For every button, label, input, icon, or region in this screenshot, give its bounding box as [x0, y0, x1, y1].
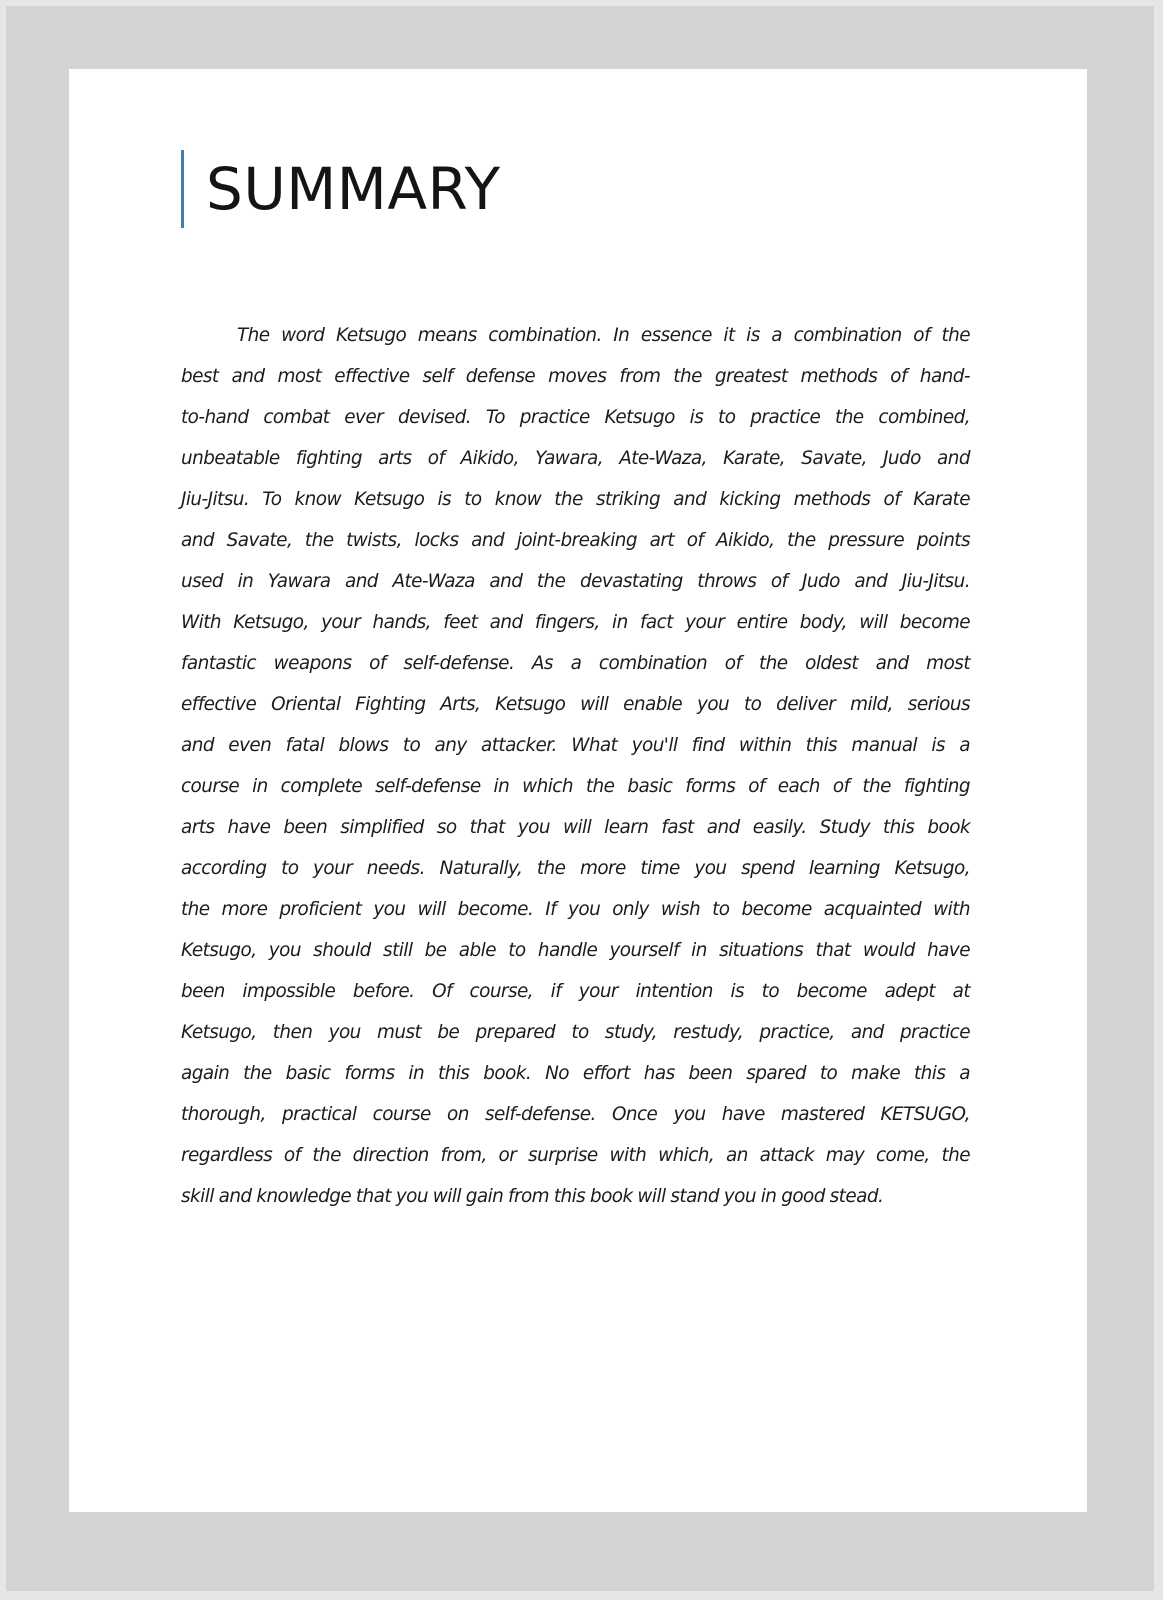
paragraph-line: With Ketsugo, your hands, feet and fingers, in fact your entire body, will become: [181, 612, 970, 633]
paragraph-line: unbeatable fighting arts of Aikido, Yawara, Ate-Waza, Karate, Savate, Judo and: [181, 448, 970, 469]
paragraph-line: The word Ketsugo means combination. In essence it is a combination of the: [237, 325, 970, 346]
paragraph-line: and even fatal blows to any attacker. What you'll find within this manual is a: [181, 735, 970, 756]
paragraph-line: used in Yawara and Ate-Waza and the devastating throws of Judo and Jiu-Jitsu.: [181, 571, 970, 592]
paragraph-line: Jiu-Jitsu. To know Ketsugo is to know the striking and kicking methods of Karate: [181, 489, 970, 510]
heading-accent-bar: [181, 150, 184, 228]
section-heading: [181, 149, 501, 229]
paragraph-line: arts have been simplified so that you will learn fast and easily. Study this book: [181, 817, 970, 838]
paragraph-line: again the basic forms in this book. No effort has been spared to make this a: [181, 1063, 970, 1084]
paragraph-line: fantastic weapons of self-defense. As a combination of the oldest and most: [181, 653, 970, 674]
paragraph-line: regardless of the direction from, or surprise with which, an attack may come, the: [181, 1145, 970, 1166]
page-background-mat: [6, 6, 1154, 1591]
summary-paragraph: [181, 315, 970, 1217]
paragraph-line: course in complete self-defense in which the basic forms of each of the fighting: [181, 776, 970, 797]
paragraph-line: Ketsugo, then you must be prepared to study, restudy, practice, and practice: [181, 1022, 970, 1043]
paragraph-line: Ketsugo, you should still be able to handle yourself in situations that would have: [181, 940, 970, 961]
paragraph-line: skill and knowledge that you will gain from this book will stand you in good stead.: [181, 1186, 884, 1207]
paragraph-line: and Savate, the twists, locks and joint-breaking art of Aikido, the pressure points: [181, 530, 970, 551]
paragraph-line: effective Oriental Fighting Arts, Ketsugo will enable you to deliver mild, serious: [181, 694, 970, 715]
paragraph-line: been impossible before. Of course, if your intention is to become adept at: [181, 981, 970, 1002]
document-page: [69, 69, 1087, 1512]
paragraph-line: to-hand combat ever devised. To practice Ketsugo is to practice the combined,: [181, 407, 970, 428]
paragraph-line: thorough, practical course on self-defense. Once you have mastered KETSUGO,: [181, 1104, 970, 1125]
page-title: SUMMARY: [206, 155, 501, 223]
paragraph-line: the more proficient you will become. If you only wish to become acquainted with: [181, 899, 970, 920]
paragraph-line: according to your needs. Naturally, the more time you spend learning Ketsugo,: [181, 858, 970, 879]
paragraph-line: best and most effective self defense moves from the greatest methods of hand-: [181, 366, 970, 387]
